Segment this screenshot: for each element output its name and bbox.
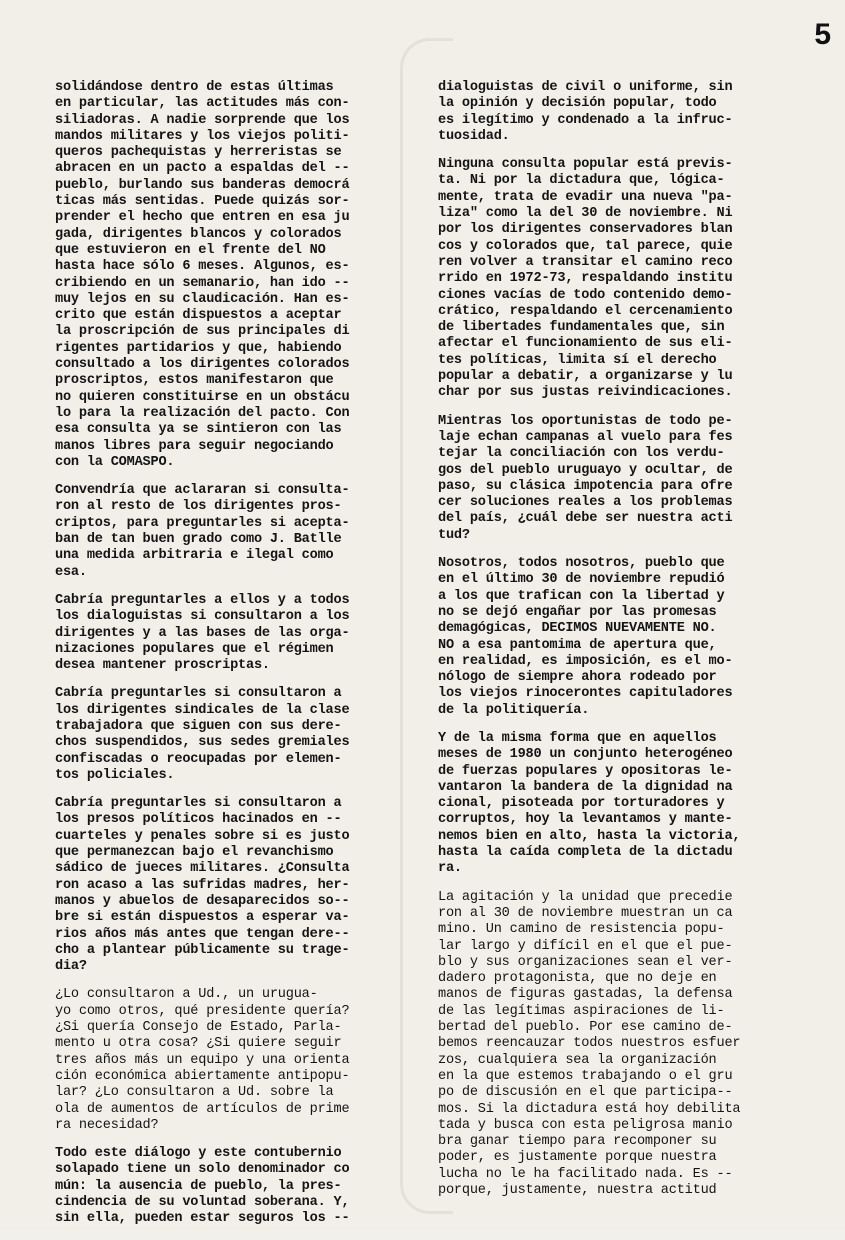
paragraph: Y de la misma forma que en aquellos meses de 1980 un conjunto heterogéneo de fuerzas populares y opositoras le- vantaron la bandera de la dignidad na cional, pisoteada por torturadores y corruptos, hoy la levantamos y mante- nemos bien en alto, hasta la victoria, hasta la caída completa de la dictadu ra. <box>438 730 741 877</box>
paragraph: Todo este diálogo y este contubernio solapado tiene un solo denominador co mún: la ausencia de pueblo, la pres- cindencia de su voluntad soberana. Y, sin ella, pueden estar seguros los -- <box>55 1146 350 1227</box>
paragraph: Cabría preguntarles a ellos y a todos los dialoguistas si consultaron a los dirigentes y a las bases de las orga- nizaciones populares que el régimen desea mantener proscriptas. <box>55 592 350 674</box>
paragraph: dialoguistas de civil o uniforme, sin la opinión y decisión popular, todo es ilegítimo y condenado a la infruc- tuosidad. <box>438 80 733 144</box>
paragraph: Nosotros, todos nosotros, pueblo que en el último 30 de noviembre repudió a los que trafican con la libertad y no se dejó engañar por las promesas demagógicas, DECIMOS NUEVAMENTE NO. NO a esa pantomima de apertura que, en realidad, es imposición, es el mo- nólogo de siempre ahora rodeado por los viejos rinocerontes capituladores de la politiquería. <box>438 556 733 718</box>
paragraph: solidándose dentro de estas últimas en particular, las actitudes más con- siliadoras. A nadie sorprende que los mandos militares y los viejos politi- queros pachequistas y herreristas se abracen en un pacto a espaldas del -- pueblo, burlando sus banderas democrá ticas más sentidas. Puede quizás sor- prender el hecho que entren en esa ju gada, dirigentes blancos y colorados que estuvieron en el frente del NO hasta hace sólo 6 meses. Algunos, es- cribiendo en un semanario, han ido -- muy lejos en su claudicación. Han es- crito que están dispuestos a aceptar la proscripción de sus principales di rigentes partidarios y que, habiendo consultado a los dirigentes colorados proscriptos, estos manifestaron que no quieren constituirse en un obstácu lo para la realización del pacto. Con esa consulta ya se sintieron con las manos libres para seguir negociando con la COMASPO. <box>55 80 350 470</box>
paragraph: Cabría preguntarles si consultaron a los dirigentes sindicales de la clase trabajadora que siguen con sus dere- chos suspendidos, sus sedes gremiales confiscadas o reocupadas por elemen- tos policiales. <box>55 686 350 783</box>
left-column <box>55 80 415 1240</box>
paragraph: Convendría que aclararan si consulta- ron al resto de los dirigentes pros- criptos, para preguntarles si acepta- ban de tan buen grado como J. Batlle una medida arbitraria e ilegal como esa. <box>55 483 350 580</box>
paragraph: Ninguna consulta popular está previs- ta. Ni por la dictadura que, lógica- mente, trata de evadir una nueva "pa- liza" como la del 30 de noviembre. Ni por los dirigentes conservadores blan cos y colorados que, tal parece, quie ren volver a transitar el camino reco rrido en 1972-73, respaldando institu ciones vacías de todo contenido demo- crático, respaldando el cercenamiento de libertades fundamentales que, sin afectar el funcionamiento de sus eli- tes políticas, limita sí el derecho popular a debatir, a organizarse y lu char por sus justas reivindicaciones. <box>438 157 733 401</box>
paragraph: Cabría preguntarles si consultaron a los presos políticos hacinados en -- cuarteles y penales sobre si es justo que permanezcan bajo el revanchismo sádico de jueces militares. ¿Consulta ron acaso a las sufridas madres, her- manos y abuelos de desaparecidos so-- bre si están dispuestos a esperar va- rios años más antes que tengan dere-- cho a plantear públicamente su trage- dia? <box>55 796 350 975</box>
paragraph: ¿Lo consultaron a Ud., un urugua- yo como otros, qué presidente quería? ¿Si quería Consejo de Estado, Parla- mento u otra cosa? ¿Si quiere seguir tres años más un equipo y una orienta ción económica abiertamente antipopu- lar? ¿Lo consultaron a Ud. sobre la ola de aumentos de artículos de prime ra necesidad? <box>55 987 350 1133</box>
right-column <box>438 80 800 1211</box>
paragraph: Mientras los oportunistas de todo pe- laje echan campanas al vuelo para fes tejar la conciliación con los verdu- gos del pueblo uruguayo y ocultar, de paso, su clásica impotencia para ofre cer soluciones reales a los problemas del país, ¿cuál debe ser nuestra acti tud? <box>438 413 733 543</box>
page-number: 5 <box>814 18 831 51</box>
paragraph: La agitación y la unidad que precedie ron al 30 de noviembre muestran un ca mino. Un camino de resistencia popu- lar largo y difícil en el que el pue- blo y sus organizaciones sean el ver- dadero protagonista, que no deje en manos de figuras gastadas, la defensa de las legítimas aspiraciones de li- bertad del pueblo. Por ese camino de- bemos reencauzar todos nuestros esfuer zos, cualquiera sea la organización en la que estemos trabajando o el gru po de discusión en el que participa-- mos. Si la dictadura está hoy debilita tada y busca con esta peligrosa manio bra ganar tiempo para recomponer su poder, es justamente porque nuestra lucha no le ha facilitado nada. Es -- porque, justamente, nuestra actitud <box>438 889 741 1198</box>
